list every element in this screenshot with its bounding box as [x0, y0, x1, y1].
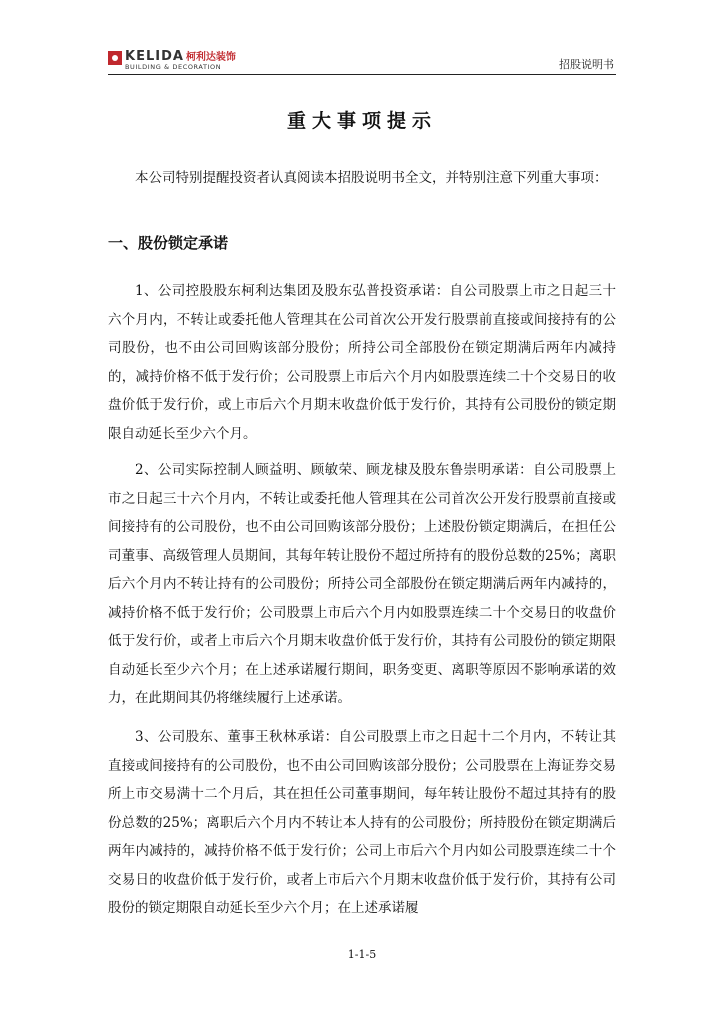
- commitment-paragraph-2: 2、公司实际控制人顾益明、顾敏荣、顾龙棣及股东鲁崇明承诺：自公司股票上市之日起三十六个月内，不转让或委托他人管理其在公司首次公开发行股票前直接或间接持有的公司股份，也不由公司回购该部分股份；上述股份锁定期满后，在担任公司董事、高级管理人员期间，其每年转让股份不超过所持有的股份总数的25%；离职后六个月内不转让持有的公司股份；所持公司全部股份在锁定期满后两年内减持的，减持价格不低于发行价；公司股票上市后六个月内如股票连续二十个交易日的收盘价低于发行价，或者上市后六个月期末收盘价低于发行价，其持有公司股份的锁定期限自动延长至少六个月；在上述承诺履行期间，职务变更、离职等原因不影响承诺的效力，在此期间其仍将继续履行上述承诺。: [108, 462, 616, 706]
- intro-paragraph: 本公司特别提醒投资者认真阅读本招股说明书全文，并特别注意下列重大事项：: [135, 170, 608, 186]
- page-number: 1-1-5: [347, 948, 377, 961]
- logo-brand: KELIDA: [125, 49, 184, 64]
- logo-subtitle: BUILDING & DECORATION: [125, 63, 222, 71]
- page-title: 重大事项提示: [286, 110, 437, 132]
- logo-chinese-name: 柯利达装饰: [185, 52, 236, 63]
- page-header: [108, 48, 616, 75]
- section-heading: 一、股份锁定承诺: [108, 234, 229, 252]
- logo-mark-icon: [108, 51, 122, 65]
- company-logo: [108, 50, 236, 72]
- commitment-paragraph-1: 1、公司控股股东柯利达集团及股东弘普投资承诺：自公司股票上市之日起三十六个月内，不转让或委托他人管理其在公司首次公开发行股票前直接或间接持有的公司股份，也不由公司回购该部分股份；所持公司全部股份在锁定期满后两年内减持的，减持价格不低于发行价；公司股票上市后六个月内如股票连续二十个交易日的收盘价低于发行价，或上市后六个月期末收盘价低于发行价，其持有公司股份的锁定期限自动延长至少六个月。: [108, 283, 616, 442]
- commitment-paragraph-3: 3、公司股东、董事王秋林承诺：自公司股票上市之日起十二个月内，不转让其直接或间接持有的公司股份，也不由公司回购该部分股份；公司股票在上海证券交易所上市交易满十二个月后，其在担任公司董事期间，每年转让股份不超过其持有的股份总数的25%；离职后六个月内不转让本人持有的公司股份；所持股份在锁定期满后两年内减持的，减持价格不低于发行价；公司上市后六个月内如公司股票连续二十个交易日的收盘价低于发行价，或者上市后六个月期末收盘价低于发行价，其持有公司股份的锁定期限自动延长至少六个月；在上述承诺履: [108, 729, 616, 916]
- document-type: 招股说明书: [559, 58, 614, 71]
